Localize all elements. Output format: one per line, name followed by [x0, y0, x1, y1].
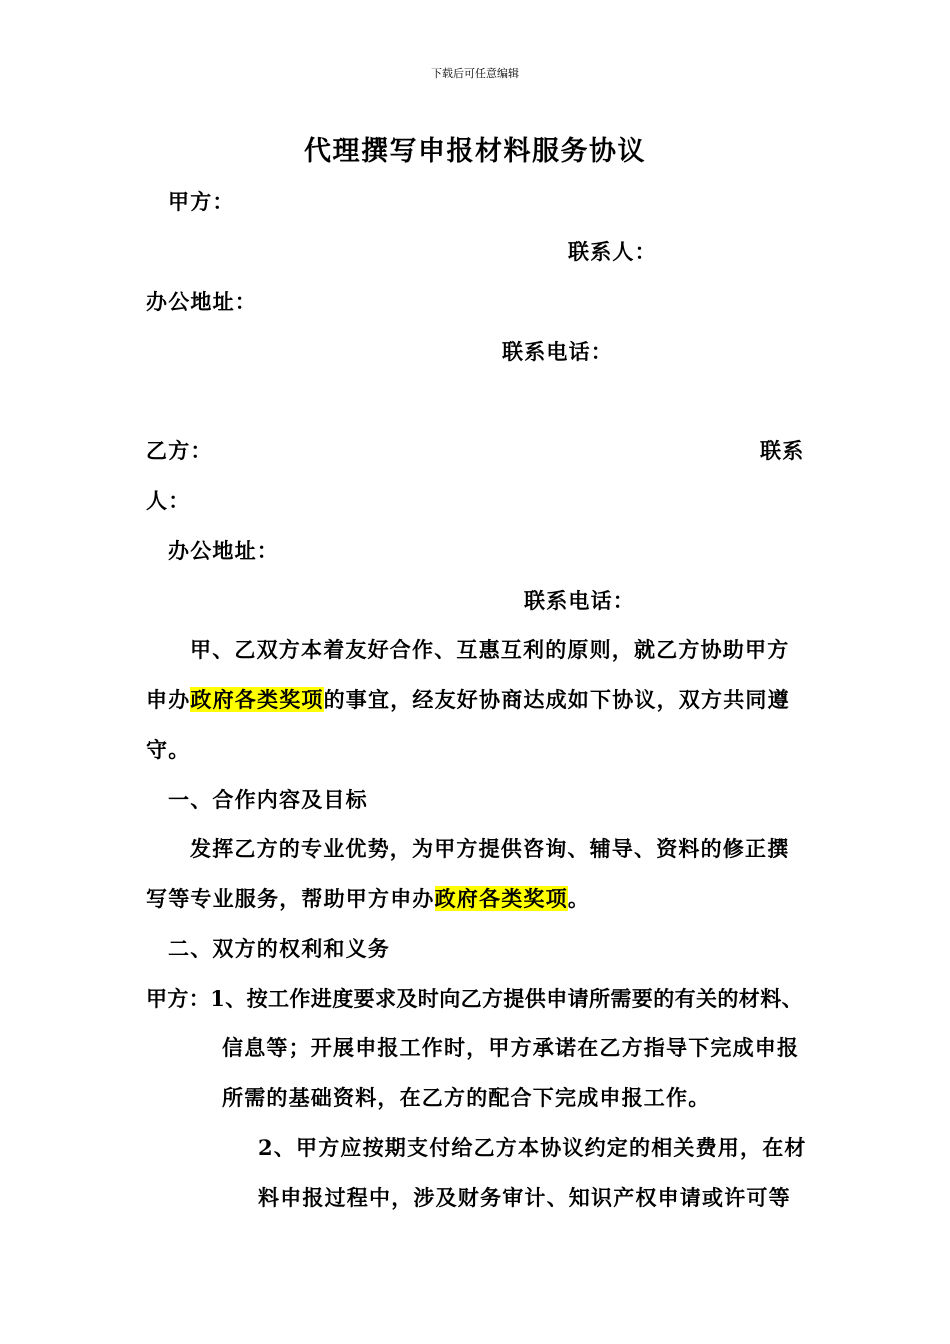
section-1-heading: 一、合作内容及目标 — [168, 787, 368, 812]
section-2-item-1-line-2: 信息等；开展申报工作时，甲方承诺在乙方指导下完成申报 — [222, 1035, 800, 1060]
party-b-contact-part2: 人： — [146, 488, 191, 513]
intro-line-2-pre: 申办 — [146, 687, 191, 712]
highlight-award-1: 政府各类奖项 — [190, 687, 324, 712]
party-b-phone: 联系电话： — [524, 588, 635, 613]
section-2-item-2-line-2: 料申报过程中，涉及财务审计、知识产权申请或许可等 — [258, 1185, 791, 1210]
section-1-line-2-post: 。 — [567, 886, 591, 911]
intro-line-3: 守。 — [146, 737, 191, 762]
party-a-contact: 联系人： — [568, 239, 657, 264]
section-2-heading: 二、双方的权利和义务 — [168, 936, 390, 961]
section-1-line-2-pre: 写等专业服务，帮助甲方申办 — [146, 886, 435, 911]
document-title: 代理撰写申报材料服务协议 — [304, 136, 646, 167]
section-2-item-1-line-1: 甲方：1、按工作进度要求及时向乙方提供申请所需要的有关的材料、 — [146, 986, 804, 1011]
party-b-address: 办公地址： — [168, 538, 279, 563]
section-1-line-1: 发挥乙方的专业优势，为甲方提供咨询、辅导、资料的修正撰 — [190, 836, 790, 861]
section-1-line-2 — [146, 885, 590, 913]
intro-line-2-post: 的事宜，经友好协商达成如下协议，双方共同遵 — [323, 687, 790, 712]
highlight-award-2: 政府各类奖项 — [434, 886, 568, 911]
party-b-label: 乙方： — [146, 438, 213, 463]
header-note: 下载后可任意编辑 — [431, 67, 519, 80]
intro-line-1: 甲、乙双方本着友好合作、互惠互利的原则，就乙方协助甲方 — [190, 637, 790, 662]
intro-line-2 — [146, 686, 790, 714]
party-a-phone: 联系电话： — [502, 339, 613, 364]
section-2-item-1-line-3: 所需的基础资料，在乙方的配合下完成申报工作。 — [222, 1085, 711, 1110]
section-2-item-2-line-1: 2、甲方应按期支付给乙方本协议约定的相关费用，在材 — [258, 1135, 807, 1160]
party-a-label: 甲方： — [168, 189, 235, 214]
party-b-contact-part1: 联系 — [760, 438, 805, 463]
party-a-address: 办公地址： — [146, 289, 257, 314]
